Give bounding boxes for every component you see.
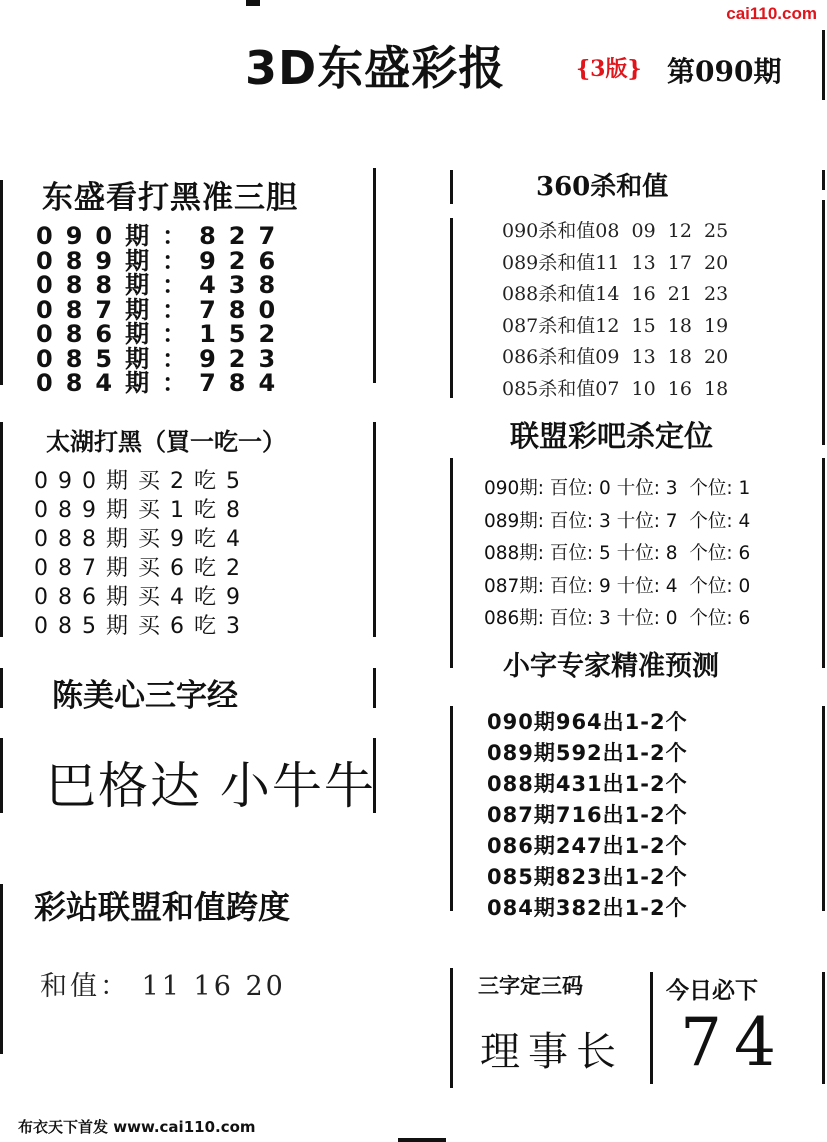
list-item: 085期买6吃3 [34, 614, 250, 639]
list-item: 087杀和值12 15 18 19 [502, 314, 729, 337]
list-item: 086期买4吃9 [34, 585, 250, 610]
taihu-list [34, 464, 250, 638]
frame-line [822, 706, 825, 911]
section-heading-chen: 陈美心三字经 [52, 678, 238, 714]
list-item: 090期买2吃5 [34, 469, 250, 494]
list-item: 089期：926 [36, 246, 289, 275]
section-heading-jinri: 今日必下 [666, 978, 758, 1004]
list-item: 090杀和值08 09 12 25 [502, 220, 729, 242]
frame-line [0, 180, 3, 385]
frame-line [0, 668, 3, 708]
list-item: 087期716出1-2个 [487, 803, 688, 827]
frame-line [822, 458, 825, 668]
frame-line [822, 170, 825, 190]
frame-line [0, 884, 3, 1054]
list-item: 088杀和值14 16 21 23 [502, 283, 729, 305]
section-heading-xiaozi: 小字专家精准预测 [503, 651, 719, 682]
frame-line [373, 168, 376, 383]
sanzi-value: 理事长 [480, 1029, 624, 1075]
frame-divider [650, 972, 653, 1084]
list-item: 085期：923 [36, 344, 289, 373]
dongsheng-list [36, 216, 289, 397]
list-item: 087期: 百位: 9 十位: 4 个位: 0 [484, 575, 751, 597]
frame-line [450, 706, 453, 911]
list-item: 089期592出1-2个 [487, 741, 688, 765]
list-item: 088期431出1-2个 [487, 772, 688, 796]
section-heading-caizhan: 彩站联盟和值跨度 [34, 888, 291, 926]
list-item: 086期247出1-2个 [487, 834, 688, 858]
frame-line [0, 738, 3, 813]
list-item: 090期：827 [36, 222, 289, 250]
list-item: 087期买6吃2 [34, 556, 250, 581]
frame-line [822, 30, 825, 100]
frame-line [450, 170, 453, 204]
sum-values: 和值： 11 16 20 [40, 971, 286, 1002]
list-item: 085期823出1-2个 [487, 865, 688, 889]
list-item: 086期: 百位: 3 十位: 0 个位: 6 [484, 608, 751, 629]
frame-line [450, 458, 453, 668]
issue-number: 第090期 [667, 55, 782, 88]
section-heading-sanzi: 三字定三码 [478, 974, 583, 998]
frame-line [0, 422, 3, 637]
list-item: 087期：780 [36, 295, 289, 324]
page-title: 3D东盛彩报 [245, 41, 506, 95]
must-number: 74 [680, 1004, 788, 1081]
list-item: 088期：438 [36, 271, 289, 299]
kill-list [502, 216, 728, 405]
frame-line [450, 218, 453, 398]
footer-text[interactable]: 布衣天下首发 www.cai110.com [18, 1118, 256, 1136]
frame-line [373, 668, 376, 708]
expert-list [487, 706, 688, 923]
frame-line [246, 0, 260, 6]
list-item: 086期：152 [36, 320, 289, 348]
list-item: 084期382出1-2个 [487, 896, 688, 920]
site-url[interactable]: cai110.com [726, 4, 817, 23]
list-item: 090期964出1-2个 [487, 710, 688, 734]
position-list [484, 474, 750, 637]
frame-line [450, 968, 453, 1088]
chen-names: 巴格达 小牛牛 [46, 757, 376, 815]
frame-line [398, 1138, 446, 1142]
frame-line [822, 972, 825, 1084]
frame-line [373, 422, 376, 637]
section-heading-dongsheng: 东盛看打黑准三胆 [42, 180, 298, 216]
section-heading-lianmeng: 联盟彩吧杀定位 [510, 419, 714, 453]
frame-line [822, 200, 825, 445]
section-heading-kill: 360杀和值 [536, 172, 669, 202]
edition-label: {3版} [576, 56, 642, 82]
section-heading-taihu: 太湖打黑（買一吃一） [46, 428, 286, 456]
list-item: 089期: 百位: 3 十位: 7 个位: 4 [484, 510, 751, 532]
list-item: 089期买1吃8 [34, 498, 250, 523]
list-item: 085杀和值07 10 16 18 [502, 377, 729, 400]
list-item: 088期买9吃4 [34, 527, 250, 552]
list-item: 088期: 百位: 5 十位: 8 个位: 6 [484, 543, 751, 564]
list-item: 084期：784 [36, 369, 289, 397]
list-item: 089杀和值11 13 17 20 [502, 251, 729, 274]
list-item: 090期: 百位: 0 十位: 3 个位: 1 [484, 478, 751, 499]
list-item: 086杀和值09 13 18 20 [502, 346, 729, 368]
